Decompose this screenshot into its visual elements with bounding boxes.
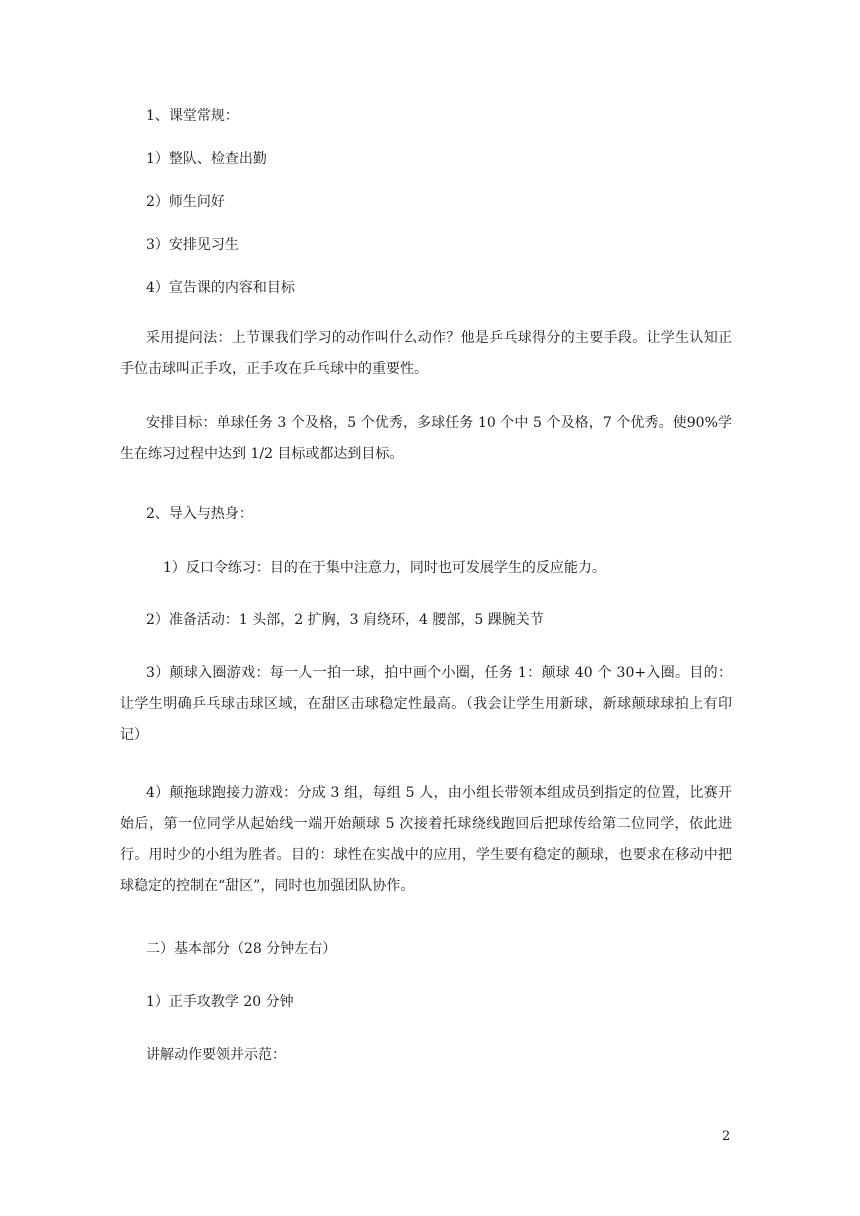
paragraph-bounce-game: 3）颠球入圈游戏：每一人一拍一球，拍中画个小圈，任务 1：颠球 40 个 30+入圈。目的：让学生明确乒乓球击球区域，在甜区击球稳定性最高。（我会让学生用新球，新球颠球球拍上有印记） xyxy=(120,665,732,743)
list-item: 2）师生问好 xyxy=(146,194,225,210)
paragraph-demonstration: 讲解动作要领并示范： xyxy=(146,1047,286,1063)
page-number: 2 xyxy=(722,1129,731,1144)
list-item: 2）准备活动：1 头部，2 扩胸，3 肩绕环，4 腰部，5 踝腕关节 xyxy=(146,612,544,628)
paragraph-goals: 安排目标：单球任务 3 个及格，5 个优秀，多球任务 10 个中 5 个及格，7 个优秀。使90%学生在练习过程中达到 1/2 目标或都达到目标。 xyxy=(120,415,732,462)
paragraph-questioning: 采用提问法：上节课我们学习的动作叫什么动作？他是乒乓球得分的主要手段。让学生认知正手位击球叫正手攻，正手攻在乒乓球中的重要性。 xyxy=(120,330,732,377)
list-item: 4）宣告课的内容和目标 xyxy=(146,280,295,296)
section-heading-classroom-routine: 1、课堂常规： xyxy=(146,108,239,124)
section-heading-warmup: 2、导入与热身： xyxy=(146,506,253,522)
list-item: 1）整队、检查出勤 xyxy=(146,151,267,167)
list-item: 3）安排见习生 xyxy=(146,237,239,253)
section-heading-main-part: 二）基本部分（28 分钟左右） xyxy=(146,941,337,957)
paragraph-relay-game: 4）颠拖球跑接力游戏：分成 3 组，每组 5 人，由小组长带领本组成员到指定的位置，比赛开始后，第一位同学从起始线一端开始颠球 5 次接着托球绕线跑回后把球传给第二位同学，依此进行。用时少的小组为胜者。目的：球性在实战中的应用，学生要有稳定的颠球，也要求在移动中把球稳定的控制在“甜区”，同时也加强团队协作。 xyxy=(120,785,732,894)
list-item: 1）正手攻教学 20 分钟 xyxy=(146,994,294,1010)
list-item: 1）反口令练习：目的在于集中注意力，同时也可发展学生的反应能力。 xyxy=(163,560,606,576)
